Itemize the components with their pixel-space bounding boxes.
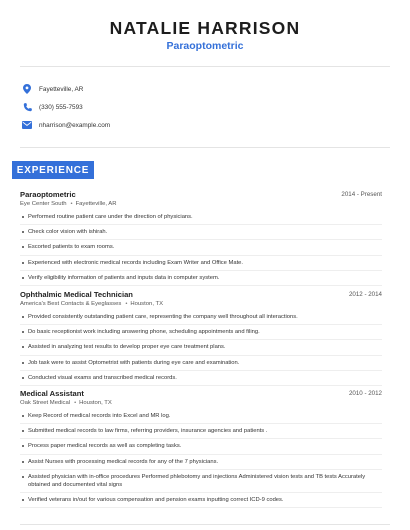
contact-phone: [22, 100, 362, 114]
candidate-title: Paraoptometric: [166, 40, 244, 52]
job-company: Eye Center South: [20, 201, 67, 207]
job-org: [20, 400, 112, 406]
job-org: [20, 201, 117, 207]
job-company: America's Best Contacts & Eyeglasses: [20, 301, 122, 307]
email-text: nharrison@example.com: [39, 121, 111, 129]
phone-icon: [22, 102, 32, 112]
job-org: [20, 301, 163, 307]
resume-page: NATALIE HARRISON Paraoptometric Fayetteville, AR (330) 555-7593 nharrison@example.com EXPERIENCE Paraoptometric 2014 - Present Eye Center South • Fayetteville, AR Performed routine patient care under the direction of physicians. Check color vision with ishirah. Escorted patients to exam rooms. Experienced with electronic medical records including Exam Writer and Office Mate. Verify eligibility information of patients and inputs data in computer system. Ophthalmic Medical Technician 2012 - 2014 America's Best Contacts & Eyeglasses • Houston, TX Provided consistently outstanding patient care, representing the company well throughout all interactions. Do basic receptionist work including answering phone, scheduling appointments and filing. Assisted in analyzing test results to develop proper eye care treatment plans. Job task were to assist Optometrist with patients during eye care and examination. Conducted visual exams and transcribed medical records. Medical Assistant 2010 - 2012 Oak Street Medical • Houston, TX Keep Record of medical records into Excel and MR log. Submitted medical records to law firms, referring providers, insurance agencies and patients . Process paper medical records as well as completing tasks. Assist Nurses with processing medical records for any of the 7 physicians. Assisted physician with in-office procedures Performed phlebotomy and injections Administered vision tests and TB tests Accurately obtained and documented vital signs Verified veterans in/out for various compensation and pension exams inputting correct ICD-9 codes.: [0, 0, 410, 530]
location-pin-icon: [22, 84, 32, 94]
divider: [20, 524, 390, 525]
job-role: Medical Assistant: [20, 389, 84, 398]
separator-dot: •: [74, 400, 77, 406]
phone-text: (330) 555-7593: [39, 103, 83, 111]
contact-location: [22, 82, 362, 96]
separator-dot: •: [125, 301, 128, 307]
experience-heading: EXPERIENCE: [12, 161, 94, 179]
job-location: Fayetteville, AR: [75, 201, 117, 207]
location-text: Fayetteville, AR: [39, 85, 84, 93]
job-role: Paraoptometric: [20, 190, 76, 199]
contact-email: [22, 118, 362, 132]
job-dates: 2014 - Present: [341, 191, 382, 198]
job-location: Houston, TX: [79, 400, 112, 406]
separator-dot: •: [70, 201, 73, 207]
job-dates: 2010 - 2012: [348, 390, 382, 397]
job-dates: 2012 - 2014: [348, 291, 382, 298]
job-company: Oak Street Medical: [20, 400, 71, 406]
job-role: Ophthalmic Medical Technician: [20, 290, 133, 299]
candidate-name: NATALIE HARRISON: [109, 18, 301, 38]
envelope-icon: [22, 120, 32, 130]
divider: [20, 66, 390, 67]
divider: [20, 147, 390, 148]
job-location: Houston, TX: [130, 301, 164, 307]
